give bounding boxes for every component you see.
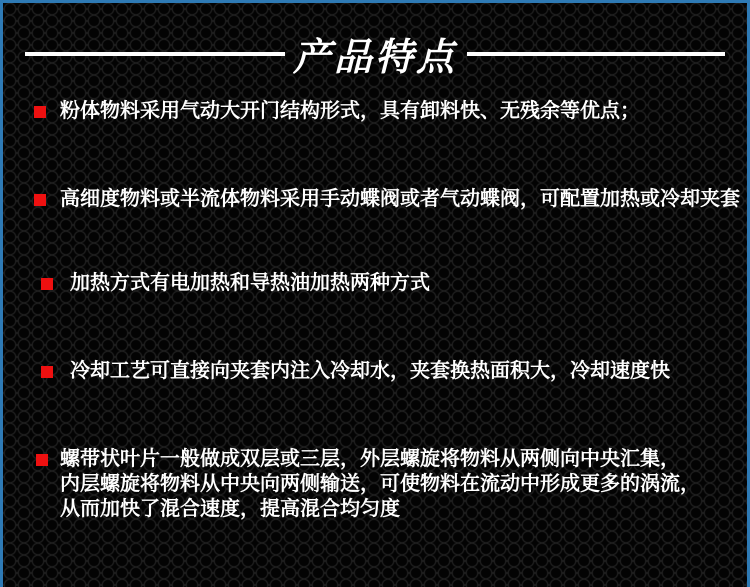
red-square-bullet-icon xyxy=(36,454,48,466)
feature-item-4 xyxy=(3,359,670,384)
red-square-bullet-icon xyxy=(34,194,46,206)
feature-text-multiline xyxy=(60,447,700,522)
feature-item-3 xyxy=(3,271,430,296)
feature-item-5 xyxy=(3,447,700,522)
feature-text-line: 内层螺旋将物料从中央向两侧输送，可使物料在流动中形成更多的涡流， xyxy=(60,473,700,495)
feature-text-line: 螺带状叶片一般做成双层或三层，外层螺旋将物料从两侧向中央汇集， xyxy=(60,448,680,470)
feature-text: 加热方式有电加热和导热油加热两种方式 xyxy=(70,272,430,294)
red-square-bullet-icon xyxy=(34,106,46,118)
feature-text-line: 从而加快了混合速度，提高混合均匀度 xyxy=(60,498,400,520)
feature-text: 高细度物料或半流体物料采用手动蝶阀或者气动蝶阀，可配置加热或冷却夹套 xyxy=(60,188,740,210)
section-header xyxy=(3,31,747,77)
feature-item-2 xyxy=(3,187,740,212)
title-rule-right xyxy=(467,52,725,56)
red-square-bullet-icon xyxy=(41,278,53,290)
feature-text: 冷却工艺可直接向夹套内注入冷却水，夹套换热面积大，冷却速度快 xyxy=(70,360,670,382)
red-square-bullet-icon xyxy=(41,366,53,378)
feature-text: 粉体物料采用气动大开门结构形式，具有卸料快、无残余等优点； xyxy=(60,100,640,122)
title-rule-left xyxy=(25,52,285,56)
page-title: 产品特点 xyxy=(293,36,458,79)
feature-item-1 xyxy=(3,99,640,124)
